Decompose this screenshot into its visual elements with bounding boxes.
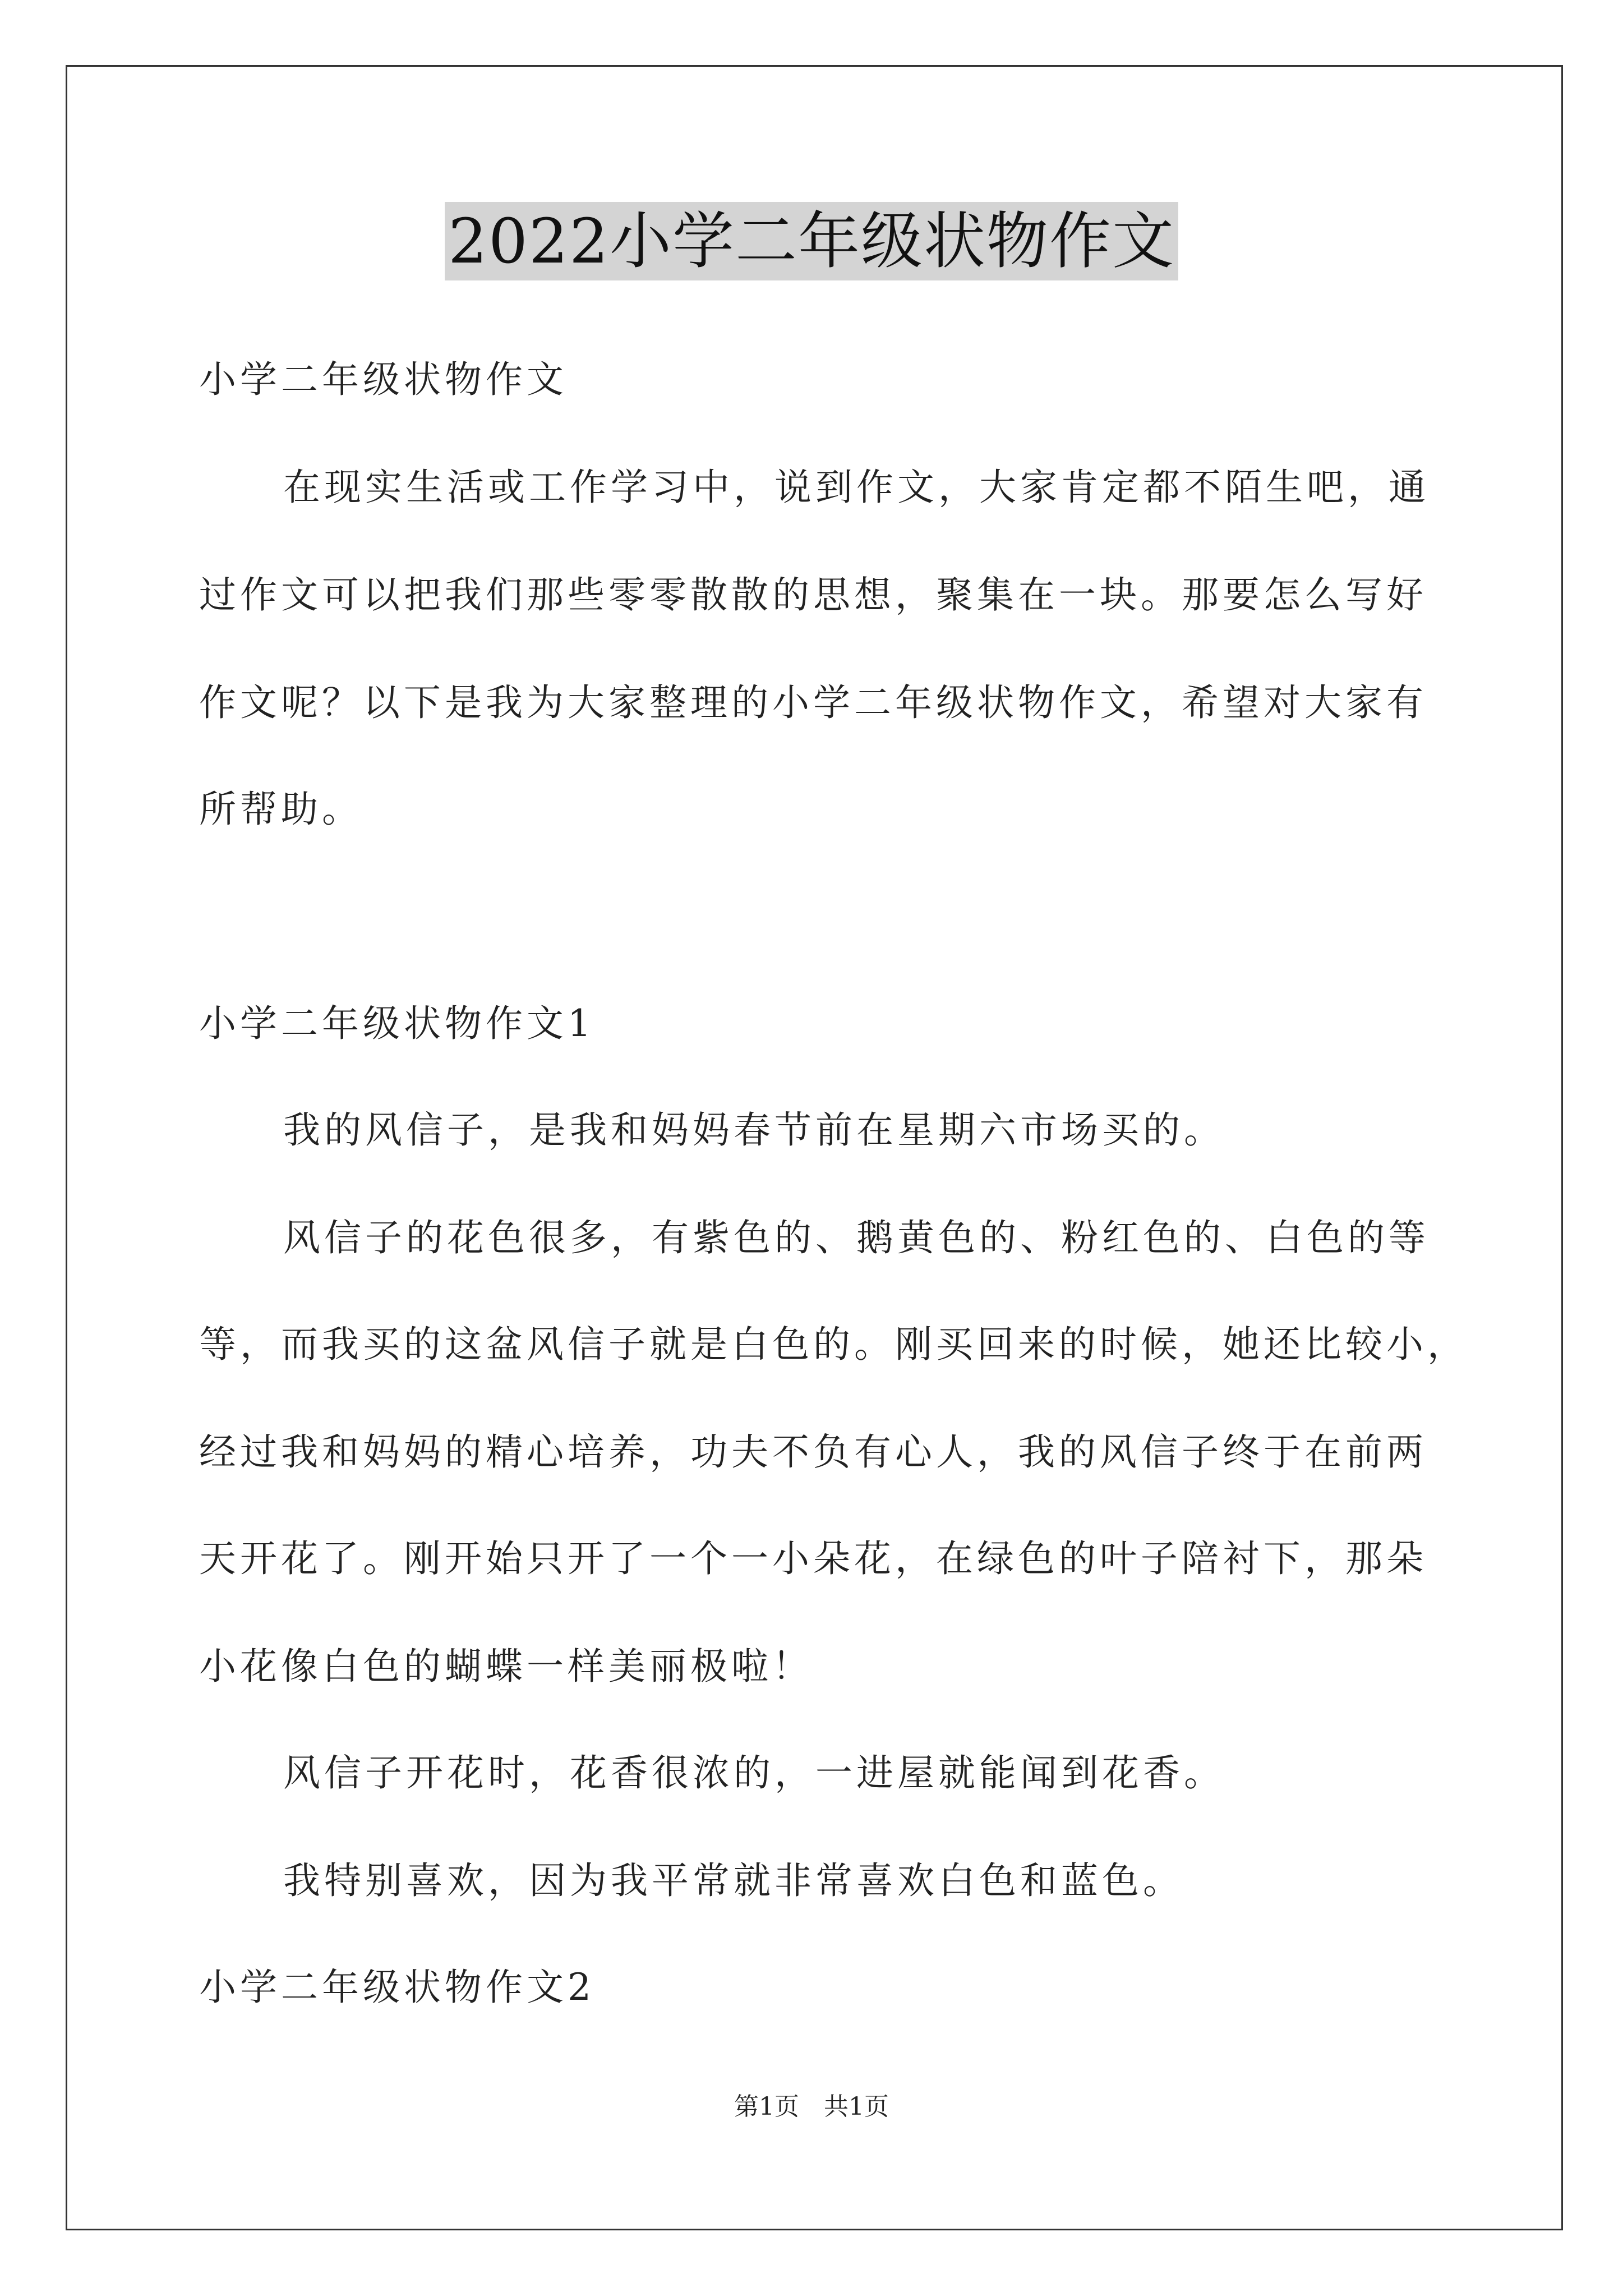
intro-paragraph-line: 过作文可以把我们那些零零散散的思想，聚集在一块。那要怎么写好 xyxy=(199,573,1427,616)
essay1-paragraph-line: 小花像白色的蝴蝶一样美丽极啦！ xyxy=(199,1645,813,1688)
intro-paragraph-line: 在现实生活或工作学习中，说到作文，大家肯定都不陌生吧，通 xyxy=(283,466,1430,509)
essay1-paragraph-line: 我特别喜欢，因为我平常就非常喜欢白色和蓝色。 xyxy=(283,1859,1184,1902)
page-indicator: 第1页 共1页 xyxy=(734,2092,889,2121)
section-heading-intro: 小学二年级状物作文 xyxy=(199,358,568,401)
essay1-paragraph-line: 风信子开花时，花香很浓的，一进屋就能闻到花香。 xyxy=(283,1751,1225,1795)
essay1-paragraph-line: 我的风信子，是我和妈妈春节前在星期六市场买的。 xyxy=(283,1108,1225,1152)
section-heading-1: 小学二年级状物作文1 xyxy=(199,1002,595,1045)
title-wrap xyxy=(0,202,1623,280)
section-heading-2: 小学二年级状物作文2 xyxy=(199,1966,595,2009)
essay1-paragraph-line: 经过我和妈妈的精心培养，功夫不负有心人，我的风信子终于在前两 xyxy=(199,1430,1427,1474)
essay1-paragraph-line: 风信子的花色很多，有紫色的、鹅黄色的、粉红色的、白色的等 xyxy=(283,1216,1430,1259)
intro-paragraph-line: 作文呢？以下是我为大家整理的小学二年级状物作文，希望对大家有 xyxy=(199,681,1427,724)
essay1-paragraph-line: 天开花了。刚开始只开了一个一小朵花，在绿色的叶子陪衬下，那朵 xyxy=(199,1537,1427,1580)
essay1-paragraph-line: 等，而我买的这盆风信子就是白色的。刚买回来的时候，她还比较小， xyxy=(199,1323,1468,1366)
intro-paragraph-line: 所帮助。 xyxy=(199,788,363,831)
document-title: 2022小学二年级状物作文 xyxy=(445,202,1178,280)
